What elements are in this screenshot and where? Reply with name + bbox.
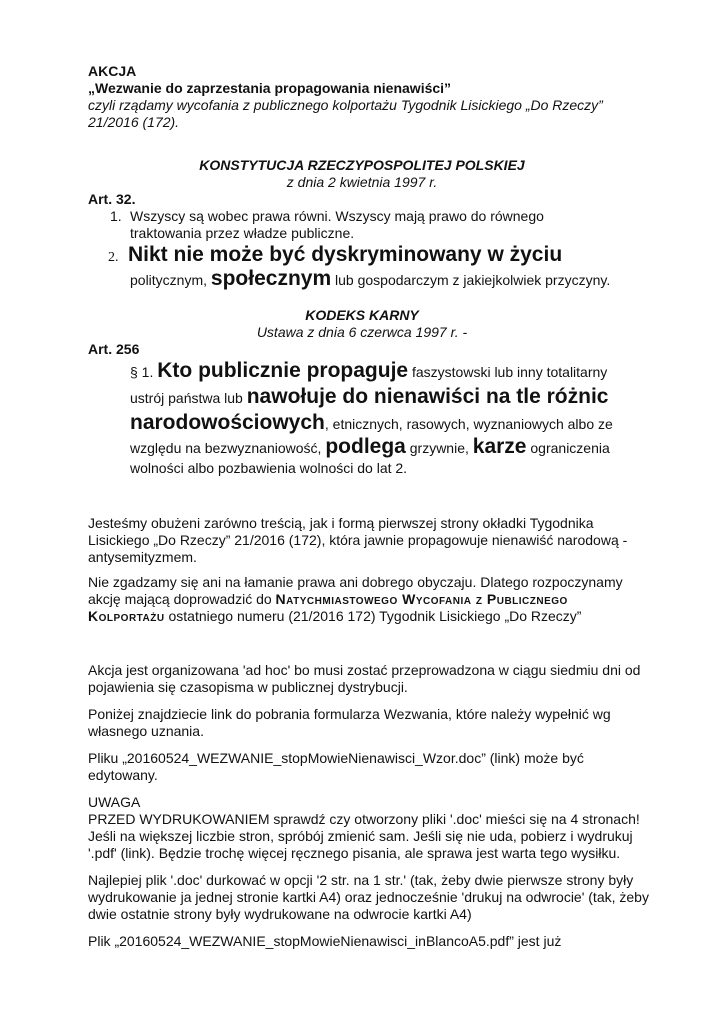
text-run: grzywnie, bbox=[405, 440, 473, 456]
list-number: 1. bbox=[110, 208, 122, 224]
emphasis-text: podlega bbox=[325, 435, 406, 458]
constitution-item-1 bbox=[110, 208, 544, 225]
para-3-line-2: pojawienia się czasopisma w publicznej dystrybucji. bbox=[88, 679, 408, 695]
text-run: ograniczenia bbox=[526, 440, 610, 456]
para-6-line-2: PRZED WYDRUKOWANIEM sprawdź czy otworzony pliki '.doc' mieści się na 4 stronach! bbox=[88, 811, 640, 827]
text-run: § 1. bbox=[130, 364, 158, 380]
para-5-line-1: Pliku „20160524_WEZWANIE_stopMowieNienawisci_Wzor.doc” (link) może być bbox=[88, 750, 584, 766]
para-5-line-2: edytowany. bbox=[88, 767, 158, 783]
para-6-line-1: UWAGA bbox=[88, 794, 141, 810]
text-run: politycznym, bbox=[130, 272, 211, 288]
header-desc-line1: czyli rządamy wycofania z publicznego kolportażu Tygodnik Lisickiego „Do Rzeczy” bbox=[88, 97, 603, 113]
para-2-line-3 bbox=[88, 608, 581, 625]
para-1-line-2: Lisickiego „Do Rzeczy” 21/2016 (172), która jawnie propagowuje nienawiść narodową - bbox=[88, 532, 628, 548]
header-title: AKCJA bbox=[88, 63, 137, 79]
header-subtitle: „Wezwanie do zaprzestania propagowania nienawiści” bbox=[88, 80, 452, 96]
penal-title: KODEKS KARNY bbox=[305, 307, 419, 323]
emphasis-text: Nikt nie może być dyskryminowany w życiu bbox=[128, 243, 563, 266]
penal-line-4 bbox=[130, 434, 610, 461]
text-run: akcję mającą doprowadzić do bbox=[88, 591, 276, 607]
para-6-line-3: Jeśli na większej liczbie stron, spróbój zmienić sam. Jeśli się nie uda, pobierz i wydrukuj bbox=[88, 828, 633, 844]
text-run: faszystowski lub inny totalitarny bbox=[408, 364, 608, 380]
text-run: , etnicznych, rasowych, wyznaniowych albo ze bbox=[324, 416, 613, 432]
para-7-line-2: wydrukowanie ja jednej stronie kartki A4) oraz jednocześnie 'drukuj na odwrocie' (tak, żeby bbox=[88, 889, 649, 905]
para-2-line-1: Nie zgadzamy się ani na łamanie prawa ani dobrego obyczaju. Dlatego rozpoczynamy bbox=[88, 574, 623, 590]
emphasis-text: społecznym bbox=[210, 267, 332, 290]
text-run: ustrój państwa lub bbox=[130, 390, 247, 406]
text-run: lub gospodarczym z jakiejkolwiek przyczyny. bbox=[331, 272, 611, 288]
para-2-line-2 bbox=[88, 591, 568, 608]
emphasis-text: nawołuje do nienawiści na tle różnic bbox=[246, 385, 609, 408]
item-text: Wszyscy są wobec prawa równi. Wszyscy mają prawo do równego bbox=[130, 208, 544, 224]
emphasis-text: Kolportażu bbox=[88, 608, 165, 624]
para-4-line-2: własnego uznania. bbox=[88, 723, 204, 739]
text-run: względu na bezwyznaniowość, bbox=[130, 440, 326, 456]
para-6-line-4: '.pdf' (link). Będzie trochę więcej ręcznego pisania, ale sprawa jest warta tego wysiłku. bbox=[88, 845, 621, 861]
emphasis-text: Kto publicznie propaguje bbox=[157, 359, 409, 382]
penal-date: Ustawa z dnia 6 czerwca 1997 r. - bbox=[256, 324, 468, 340]
constitution-item-2-cont bbox=[130, 267, 610, 292]
constitution-title: KONSTYTUCJA RZECZYPOSPOLITEJ POLSKIEJ bbox=[199, 157, 525, 173]
list-number: 2. bbox=[108, 250, 119, 265]
para-3-line-1: Akcja jest organizowana 'ad hoc' bo musi zostać przeprowadzona w ciągu siedmiu dni od bbox=[88, 662, 641, 678]
emphasis-text: Natychmiastowego Wycofania z Publicznego bbox=[275, 591, 568, 607]
constitution-item-1-cont: traktowania przez władze publiczne. bbox=[130, 225, 355, 241]
constitution-article: Art. 32. bbox=[88, 191, 136, 207]
penal-line-1 bbox=[130, 358, 607, 385]
para-7-line-1: Najlepiej plik '.doc' durkować w opcji '2 str. na 1 str.' (tak, żeby dwie pierwsze strony były bbox=[88, 872, 634, 888]
para-1-line-1: Jesteśmy obużeni zarówno treścią, jak i formą pierwszej strony okładki Tygodnika bbox=[88, 515, 594, 531]
para-8-line-1: Plik „20160524_WEZWANIE_stopMowieNienawisci_inBlancoA5.pdf” jest już bbox=[88, 933, 562, 949]
penal-line-3 bbox=[130, 410, 613, 437]
penal-article: Art. 256 bbox=[88, 341, 140, 357]
header-desc-line2: 21/2016 (172). bbox=[88, 114, 180, 130]
emphasis-text: karze bbox=[472, 435, 527, 458]
para-7-line-3: dwie ostatnie strony były wydrukowane na odwrocie kartki A4) bbox=[88, 906, 472, 922]
para-1-line-3: antysemityzmem. bbox=[88, 549, 197, 565]
penal-line-5: wolności albo pozbawienia wolności do lat 2. bbox=[130, 460, 408, 476]
emphasis-text: narodowościowych bbox=[130, 411, 325, 434]
text-run: ostatniego numeru (21/2016 172) Tygodnik Lisickiego „Do Rzeczy” bbox=[164, 608, 582, 624]
penal-line-2 bbox=[130, 384, 608, 411]
para-4-line-1: Poniżej znajdziecie link do pobrania formularza Wezwania, które należy wypełnić wg bbox=[88, 706, 611, 722]
constitution-date: z dnia 2 kwietnia 1997 r. bbox=[286, 174, 438, 190]
